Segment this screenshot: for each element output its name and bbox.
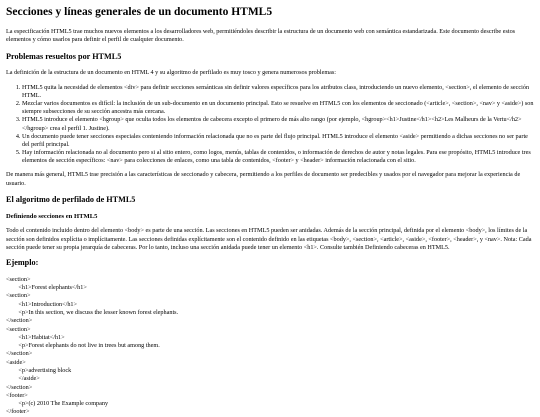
problems-closing: De manera más general, HTML5 trae precisión a las características de seccionado y cabecera, permitiendo a los perfiles de documento ser predecibles y usados por el navegador para mejorar la experiencia de usuario. [6,171,521,187]
problems-heading: Problemas resueltos por HTML5 [6,51,122,61]
algorithm-subheading: Definiendo secciones en HTML5 [6,212,98,220]
problems-lead: La definición de la estructura de un documento en HTML 4 y su algoritmo de perfilado es muy tosco y genera numerosos problemas: [6,69,337,77]
intro-paragraph: La especificación HTML5 trae muchos nuevos elementos a los desarrolladores web, permitiéndoles describir la estructura de un documento web con semántica estandarizada. Este documento describe estos elementos y cómo usarlos para definir el perfil de cualquier documento. [6,28,516,44]
algorithm-body: Todo el contenido incluido dentro del elemento <body> es parte de una sección. Las secciones en HTML5 pueden ser anidadas. Además de la sección principal, definida por el elemento <body>, los límites de la sección son definidos explícita o implícitamente. Las secciones definidas explícitamente son el contenido definido en las etiquetas <body>, <section>, <article>, <aside>, <footer>, <header>, y <nav>. Nota: Cada sección puede tener su propia jerarquía de cabeceras. Por lo tanto, incluso una sección anidada puede tener un elemento <h1>. Consulte también Definiendo cabeceras en HTML5. [6,227,532,251]
list-item: 2. Mezclar varios documentos es difícil: la inclusión de un sub-documento en un documento principal. Esto se resuelve en HTML5 con los elementos de seccionado (<article>, <section>, <nav> y <aside>) son siempre subsecciones de su sección ancestra más cercana. [22,100,534,116]
list-item: 4. Un documento puede tener secciones especiales conteniendo información relacionada que no es parte del flujo principal. HTML5 introduce el elemento <aside> permitiendo a dichas secciones no ser parte del perfil principal. [22,133,534,149]
problems-list [6,84,534,166]
list-item: 5. Hay información relacionada no al documento pero si al sitio entero, como logos, menús, tablas de contenidos, o información de derechos de autor y notas legales. Para ese propósito, HTML5 introduce tres elementos de sección específicos: <nav> para colecciones de enlaces, como una tabla de contenidos, <footer> y <header> información relacionada con el sitio. [22,149,534,165]
example-code-block: <section> <h1>Forest elephants</h1> <section> <h1>Introduction</h1> <p>In this section, we discuss the lesser known forest elephants. </section> <section> <h1>Habitat</h1> <p>Forest elephants do not live in trees but among them. </section> <aside> <p>advertising block </aside> </section> <footer> <p>(c) 2010 The Example company </footer> [6,275,179,416]
algorithm-heading: El algoritmo de perfilado de HTML5 [6,194,136,204]
page-title: Secciones y líneas generales de un documento HTML5 [6,6,273,18]
list-item: 1. HTML5 quita la necesidad de elementos <div> para definir secciones semánticas sin definir valores específicos para los atributos class, introduciendo un nuevo elemento, <section>, el elemento de sección HTML. [22,84,534,100]
example-heading: Ejemplo: [6,257,39,267]
list-item: 3. HTML5 introduce el elemento <hgroup> que oculta todos los elementos de cabecera excepto el primero de más alto rango (por ejemplo, <hgroup><h1>Justine</h1><h2>Les Malheurs de la Vertu</h2></hgroup> crea el perfil 1. Justine). [22,116,534,132]
